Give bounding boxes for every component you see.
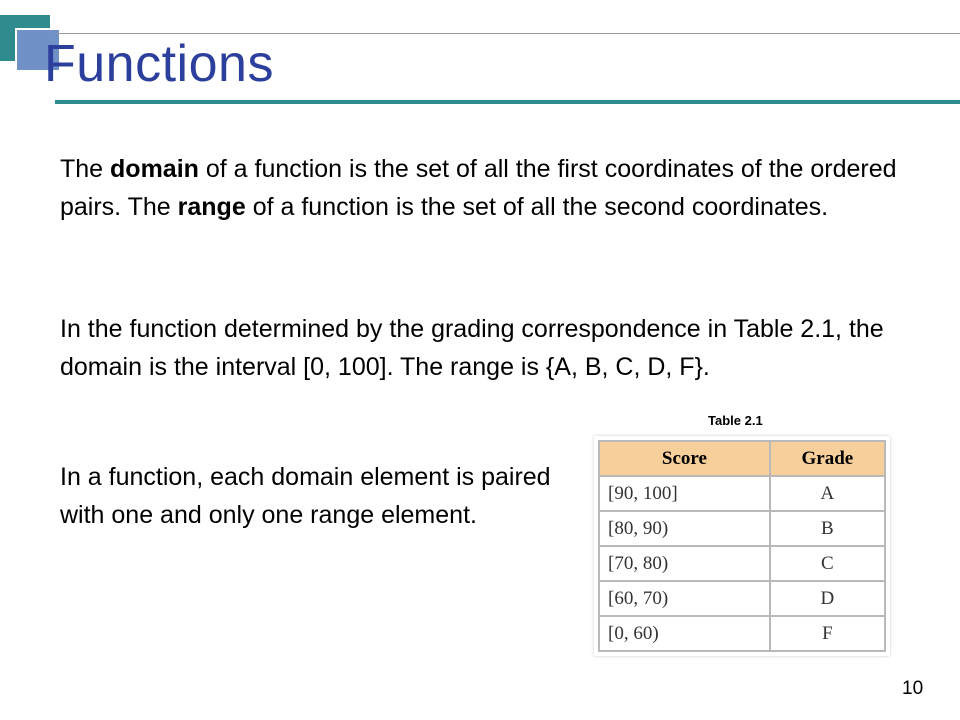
score-cell: [0, 60): [599, 616, 770, 651]
text-run: of a function is the set of all the second coordinates.: [245, 193, 829, 221]
grade-cell: A: [770, 476, 885, 511]
table-row: [599, 476, 885, 511]
table-caption: Table 2.1: [708, 413, 763, 428]
table-row: [599, 546, 885, 581]
grade-cell: B: [770, 511, 885, 546]
text-run: of a function is the set of all the first coordinates of the ordered pairs. The: [60, 155, 897, 221]
text-run: The: [60, 155, 111, 183]
column-header-score: Score: [599, 441, 770, 476]
table-row: [599, 581, 885, 616]
grading-example-paragraph: In the function determined by the grading correspondence in Table 2.1, the domain is the interval [0, 100]. The range is {A, B, C, D, F}.: [60, 315, 884, 381]
table-row: [599, 511, 885, 546]
function-pairing-paragraph: In a function, each domain element is paired with one and only one range element.: [60, 463, 551, 529]
grade-cell: C: [770, 546, 885, 581]
bold-term: domain: [110, 155, 199, 183]
domain-range-definition: [60, 150, 910, 226]
page-number: 10: [902, 678, 924, 699]
grade-cell: F: [770, 616, 885, 651]
slide-title: Functions: [44, 35, 274, 93]
score-cell: [80, 90): [599, 511, 770, 546]
grade-cell: D: [770, 581, 885, 616]
grade-table-container: [594, 436, 890, 656]
score-cell: [90, 100]: [599, 476, 770, 511]
bold-term: range: [177, 193, 246, 221]
column-header-grade: Grade: [770, 441, 885, 476]
header-bottom-rule: [55, 100, 960, 104]
header-top-rule: [55, 33, 960, 34]
score-cell: [70, 80): [599, 546, 770, 581]
score-cell: [60, 70): [599, 581, 770, 616]
table-header-row: [599, 441, 885, 476]
grade-table: [598, 440, 886, 652]
table-row: [599, 616, 885, 651]
